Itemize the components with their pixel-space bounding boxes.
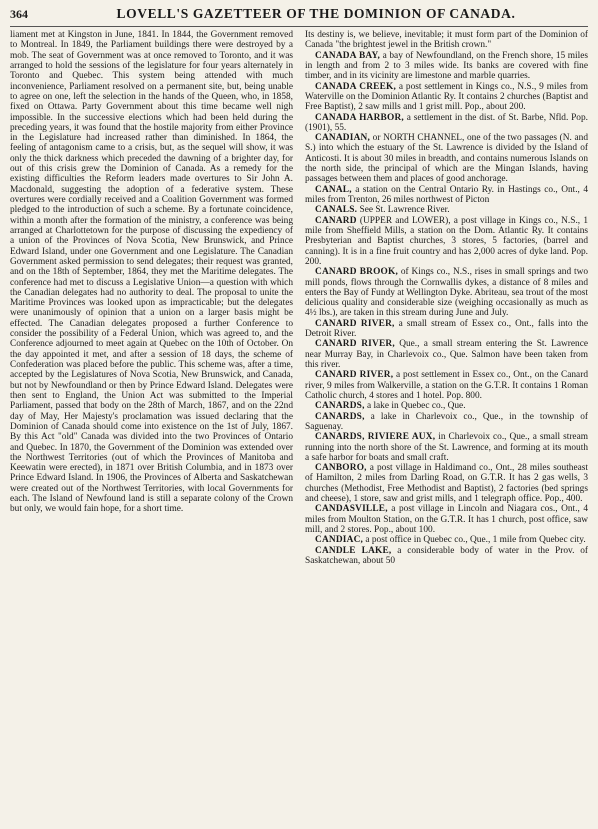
entry-headword: CANDASVILLE,	[315, 504, 388, 515]
continued-entry	[305, 30, 588, 51]
entry-text: a station on the Central Ontario Ry. in Hastings co., Ont., 4 miles from Trenton, 26 miles northwest of Picton	[305, 184, 588, 205]
gazetteer-entry	[305, 401, 588, 411]
gazetteer-entry	[305, 412, 588, 433]
entry-headword: CANARDS,	[315, 401, 365, 412]
entry-headword: CANADA BAY,	[315, 50, 381, 61]
entry-text: a lake in Quebec co., Que.	[364, 401, 466, 412]
gazetteer-entry	[305, 185, 588, 206]
gazetteer-entry	[305, 267, 588, 319]
entry-headword: CANADA HARBOR,	[315, 112, 404, 123]
gazetteer-entry	[305, 319, 588, 340]
body-paragraph: liament met at Kingston in June, 1841. In 1844, the Government removed to Montreal. In 1849, the Parliament buildings there were destroyed by a mob. The seat of Government was at once removed to Toronto, and it was arranged to hold the sessions of the legislature for four years alternately in Toronto and Quebec. This system being attended with much inconvenience, Parliament resolved on a permanent site, but, being unable to agree on one, left the selection in the hands of the Queen, who, in 1858, fixed on Ottawa. Party Government about this time became well nigh impossible. In the successive elections which had been held during the preceding years, it was found that the hostile majority from either Province in the Legislature had increased rather than diminished. In 1864, the feeling of antagonism came to a crisis, but, as the sequel will show, it was only the thick darkness which preceded the dawning of a brighter day, for out of this crisis grew the Dominion of Canada. As a remedy for the existing difficulties the Reform leaders made overtures to Sir John A. Macdonald, suggesting the adoption of a federative system. These overtures were cordially received and a Coalition Government was formed pledged to the introduction of such a scheme. By a fortunate coincidence, within a month after the formation of the ministry, a conference was being arranged at Charlottetown for the purpose of discussing the expediency of a union of the Provinces of Nova Scotia, New Brunswick, and Prince Edward Island, under one Government and one Legislature. The Canadian Government asked permission to send delegates; their request was granted, and on the 18th of September, 1864, they met the Maritime delegates. The conference had met to discuss a Legislative Union—a question with which the Canadian delegates had no authority to deal. The proposal to unite the Maritime Provinces was looked upon as impracticable; but the delegates were unanimously of opinion that a union on a larger basis might be effected. The Canadian delegates proposed a further Conference to consider the possibility of a Federal Union, which was agreed to, and the Conference adjourned to meet again at Quebec on the 10th of October. On the day appointed it met, and after a session of 18 days, the scheme of Confederation was placed before the public. This scheme was, after a time, accepted by the Legislatures of Nova Scotia, New Brunswick, and Canada, but not by Newfoundland or then by Prince Edward Island. Delegates were then sent to England, the Union Act was submitted to the Imperial Parliament, passed that body on the 28th of March, 1867, and on the 22nd day of May, Her Majesty's proclamation was issued declaring that the Dominion of Canada should come into existence on the 1st of July, 1867. By this Act "old" Canada was divided into the two Provinces of Ontario and Quebec. In 1870, the Government of the Dominion was extended over the Northwest Territories (out of which the Provinces of Manitoba and Keewatin were erected), in 1871 over British Columbia, and in 1873 over Prince Edward Island. In 1906, the Provinces of Alberta and Saskatchewan were created out of the Northwest Territories, with local Governments for each. The Island of Newfound land is still a separate colony of the Crown but only, we would fain hope, for a short time.	[10, 30, 293, 515]
gazetteer-entry	[305, 504, 588, 535]
gazetteer-entry	[305, 432, 588, 463]
gazetteer-entry	[305, 339, 588, 370]
entry-headword: CANDIAC,	[315, 535, 364, 546]
gazetteer-entry	[305, 82, 588, 113]
entry-headword: CANARD	[315, 215, 357, 226]
entry-text: a considerable body of water in the Prov. of Saskatchewan, about 50	[305, 545, 588, 566]
entry-text: a settlement in the dist. of St. Barbe, Nfld. Pop. (1901), 55.	[305, 112, 588, 133]
gazetteer-entry	[305, 535, 588, 545]
entry-headword: CANADIAN,	[315, 133, 371, 144]
entry-text: a lake in Charlevoix co., Que., in the township of Saguenay.	[305, 411, 588, 432]
gazetteer-entry	[305, 546, 588, 567]
entry-headword: CANARD RIVER,	[315, 318, 395, 329]
entry-text: a post village in Lincoln and Niagara cos., Ont., 4 miles from Moulton Station, on the G.T.R. It has 1 church, post office, saw mill, and 2 stores. Pop., about 100.	[305, 504, 588, 535]
entry-text: a post settlement in Essex co., Ont., on the Canard river, 9 miles from Walkerville, a station on the G.T.R. It contains 1 Roman Catholic church, 4 stores and 1 hotel. Pop. 800.	[305, 370, 588, 401]
entry-text: Que., a small stream entering the St. Lawrence near Murray Bay, in Charlevoix co., Que. Salmon have been taken from this river.	[305, 339, 588, 370]
entry-text: a post village in Haldimand co., Ont., 28 miles southeast of Hamilton, 2 miles from Darling Road, on G.T.R. It has 2 gas wells, 3 churches (Methodist, Free Methodist and Baptist), 2 factories (bed springs and cheese), 1 store, saw and grist mills, and 1 telegraph office. Pop., 400.	[305, 463, 588, 505]
entry-text: of Kings co., N.S., rises in small springs and two mill ponds, flows through the Cornwallis dykes, a distance of 8 miles and enters the Bay of Fundy at Wellington Dyke. Abriteau, sea trout of the most delicious quality and considerable size (weighing occasionally as much as 4½ lbs.), are taken in this stream during June and July.	[305, 267, 588, 319]
entry-headword: CANARDS,	[315, 411, 365, 422]
entry-headword: CANALS.	[315, 205, 358, 216]
entry-headword: CANADA CREEK,	[315, 81, 397, 92]
entry-headword: CANDLE LAKE,	[315, 545, 392, 556]
entry-text: See St. Lawrence River.	[357, 205, 450, 216]
entry-headword: CANBORO,	[315, 463, 367, 474]
entry-text: a bay of Newfoundland, on the French shore, 15 miles in length and from 2 to 3 miles wide. Its banks are covered with fine timber, and in its vicinity are limestone and marble quarries.	[305, 50, 588, 82]
entry-headword: CANARD RIVER,	[315, 339, 395, 350]
gazetteer-entry	[305, 113, 588, 134]
gazetteer-entry	[305, 205, 588, 215]
gazetteer-entry	[305, 51, 588, 82]
gazetteer-entry	[305, 463, 588, 504]
entry-text: Its destiny is, we believe, inevitable; it must form part of the Dominion of Canada "the brightest jewel in the British crown."	[305, 30, 588, 51]
entry-text: or NORTH CHANNEL, one of the two passages (N. and S.) into which the estuary of the St. Lawrence is divided by the Island of Anticosti. It is about 30 miles in breadth, and contains numerous Islands on the north side, the principal of which are the Mingan Islands, having passages between them and places of good anchorage.	[305, 133, 588, 185]
gazetteer-entry	[305, 133, 588, 185]
entry-text: a post settlement in Kings co., N.S., 9 miles from Waterville on the Dominion Atlantic Ry. It contains 2 churches (Baptist and Free Baptist), 2 saw mills and 1 grist mill. Pop., about 200.	[305, 81, 588, 113]
page-header	[10, 6, 588, 27]
left-column	[10, 30, 293, 566]
gazetteer-entry	[305, 370, 588, 401]
entry-text: a small stream of Essex co., Ont., falls into the Detroit River.	[305, 318, 588, 340]
entry-text: in Charlevoix co., Que., a small stream running into the north shore of the St. Lawrence, and forming at its mouth a safe harbor for boats and small craft.	[305, 432, 588, 463]
right-column	[305, 30, 588, 566]
running-title: LOVELL'S GAZETTEER OF THE DOMINION OF CANADA.	[116, 6, 516, 21]
entry-headword: CANARD RIVER,	[315, 370, 394, 381]
entry-text: a post office in Quebec co., Que., 1 mile from Quebec city.	[363, 535, 586, 546]
entry-text: (UPPER and LOWER), a post village in Kings co., N.S., 1 mile from Sheffield Mills, a station on the Dom. Atlantic Ry. It contains Presbyterian and Baptist churches, 3 stores, 5 factories, (barrel and canning). It is in a fine fruit country and has 2,000 acres of dyke land. Pop. 200.	[305, 215, 588, 267]
entry-headword: CANARD BROOK,	[315, 267, 399, 278]
page-number: 364	[10, 7, 28, 21]
gazetteer-entry	[305, 216, 588, 268]
entry-headword: CANAL,	[315, 184, 352, 195]
text-columns	[10, 30, 588, 566]
entry-headword: CANARDS, RIVIERE AUX,	[315, 432, 436, 443]
